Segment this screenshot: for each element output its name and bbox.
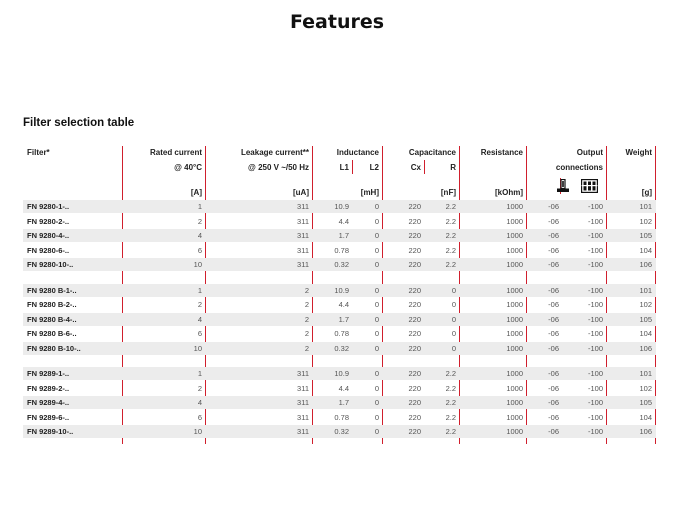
unit-weight: [g] — [641, 188, 652, 197]
cell-res: 1000 — [506, 260, 523, 269]
table-row — [23, 342, 656, 355]
cell-name: FN 9289-1-.. — [27, 369, 70, 378]
cell-weight: 101 — [639, 285, 652, 295]
cell-current: 10 — [193, 260, 202, 269]
cell-l1: 4.4 — [338, 300, 349, 309]
cell-o1: -06 — [548, 369, 559, 378]
cell-name: FN 9289-4-.. — [27, 398, 70, 407]
cell-l1: 1.7 — [338, 314, 349, 324]
cell-o2: -100 — [587, 369, 603, 378]
unit-capacitance: [nF] — [440, 188, 456, 197]
cell-weight: 106 — [639, 260, 652, 269]
cell-current: 10 — [193, 427, 202, 436]
cell-name: FN 9280-4-.. — [27, 231, 70, 240]
cell-o2: -100 — [587, 343, 603, 353]
unit-leakage-current: [uA] — [293, 188, 309, 197]
cell-r: 2.2 — [445, 427, 456, 436]
cell-o2: -100 — [587, 383, 603, 393]
cell-res: 1000 — [506, 427, 523, 436]
cell-weight: 106 — [639, 427, 652, 436]
cell-l1: 1.7 — [338, 231, 349, 240]
cell-weight: 104 — [639, 329, 652, 338]
cell-weight: 102 — [639, 300, 652, 309]
cell-cx: 220 — [408, 343, 421, 353]
cell-l1: 0.32 — [334, 343, 349, 353]
header-inductance: Inductance — [336, 148, 379, 157]
cell-leak: 311 — [297, 398, 309, 407]
cell-res: 1000 — [506, 383, 523, 393]
cell-o1: -06 — [548, 329, 559, 338]
terminal-block-icon — [556, 179, 570, 193]
header-leakage-condition: @ 250 V ~/50 Hz — [248, 163, 309, 172]
header-leakage-current: Leakage current** — [240, 148, 309, 157]
table-row — [23, 425, 656, 438]
cell-cx: 220 — [408, 216, 421, 226]
cell-o1: -06 — [548, 427, 559, 436]
cell-l2: 0 — [374, 260, 379, 269]
cell-cx: 220 — [408, 369, 421, 378]
cell-cx: 220 — [408, 260, 421, 269]
header-resistance: Resistance — [480, 148, 523, 157]
cell-r: 0 — [451, 329, 456, 338]
cell-leak: 311 — [297, 412, 309, 422]
cell-current: 4 — [197, 398, 202, 407]
cell-o1: -06 — [548, 231, 559, 240]
cell-leak: 311 — [297, 260, 309, 269]
cell-weight: 105 — [639, 314, 652, 324]
table-row — [23, 411, 656, 424]
cell-weight: 102 — [639, 216, 652, 226]
cell-name: FN 9280 B-2-.. — [27, 300, 77, 309]
header-cx: Cx — [410, 163, 421, 172]
cell-l2: 0 — [374, 369, 379, 378]
cell-current: 1 — [197, 202, 202, 211]
cell-name: FN 9280 B-4-.. — [27, 314, 77, 324]
cell-o2: -100 — [587, 231, 603, 240]
cell-l2: 0 — [374, 412, 379, 422]
cell-res: 1000 — [506, 398, 523, 407]
cell-o2: -100 — [587, 245, 603, 255]
cell-l2: 0 — [374, 300, 379, 309]
unit-resistance: [kOhm] — [495, 188, 523, 197]
cell-res: 1000 — [506, 216, 523, 226]
unit-inductance: [mH] — [360, 188, 379, 197]
cell-cx: 220 — [408, 329, 421, 338]
cell-l1: 0.78 — [334, 412, 349, 422]
cell-res: 1000 — [506, 343, 523, 353]
table-row — [23, 200, 656, 213]
cell-r: 2.2 — [445, 245, 456, 255]
filter-selection-table — [23, 146, 656, 444]
cell-weight: 101 — [639, 202, 652, 211]
table-row — [23, 382, 656, 395]
cell-current: 6 — [197, 329, 202, 338]
cell-cx: 220 — [408, 314, 421, 324]
cell-r: 2.2 — [445, 231, 456, 240]
cell-o2: -100 — [587, 300, 603, 309]
cell-res: 1000 — [506, 412, 523, 422]
cell-l2: 0 — [374, 398, 379, 407]
cell-current: 1 — [197, 285, 202, 295]
cell-leak: 311 — [297, 231, 309, 240]
cell-cx: 220 — [408, 231, 421, 240]
cell-name: FN 9280-2-.. — [27, 216, 70, 226]
cell-name: FN 9280 B-1-.. — [27, 285, 77, 295]
cell-weight: 104 — [639, 412, 652, 422]
cell-cx: 220 — [408, 412, 421, 422]
cell-cx: 220 — [408, 285, 421, 295]
cell-res: 1000 — [506, 314, 523, 324]
cell-l1: 4.4 — [338, 383, 349, 393]
cell-leak: 311 — [297, 427, 309, 436]
cell-leak: 311 — [297, 383, 309, 393]
cell-o2: -100 — [587, 398, 603, 407]
cell-res: 1000 — [506, 231, 523, 240]
cell-current: 1 — [197, 369, 202, 378]
cell-name: FN 9280 B-6-.. — [27, 329, 77, 338]
cell-l1: 0.32 — [334, 260, 349, 269]
cell-o1: -06 — [548, 398, 559, 407]
cell-l2: 0 — [374, 231, 379, 240]
cell-r: 0 — [451, 285, 456, 295]
cell-o1: -06 — [548, 412, 559, 422]
header-l2: L2 — [369, 163, 379, 172]
header-filter: Filter* — [27, 148, 50, 157]
cell-r: 2.2 — [445, 260, 456, 269]
cell-current: 10 — [193, 343, 202, 353]
cell-r: 2.2 — [445, 369, 456, 378]
multi-terminal-icon — [581, 179, 598, 193]
cell-l2: 0 — [374, 314, 379, 324]
cell-r: 0 — [451, 343, 456, 353]
cell-o2: -100 — [587, 427, 603, 436]
cell-cx: 220 — [408, 383, 421, 393]
cell-weight: 101 — [639, 369, 652, 378]
cell-o2: -100 — [587, 216, 603, 226]
header-capacitance: Capacitance — [408, 148, 456, 157]
cell-o2: -100 — [587, 314, 603, 324]
table-row — [23, 284, 656, 297]
cell-res: 1000 — [506, 285, 523, 295]
cell-current: 4 — [197, 231, 202, 240]
cell-name: FN 9289-10-.. — [27, 427, 74, 436]
cell-cx: 220 — [408, 398, 421, 407]
cell-o1: -06 — [548, 202, 559, 211]
cell-res: 1000 — [506, 329, 523, 338]
table-row — [23, 298, 656, 311]
header-output: Output — [576, 148, 603, 157]
header-rated-current: Rated current — [149, 148, 202, 157]
cell-current: 6 — [197, 245, 202, 255]
cell-o2: -100 — [587, 329, 603, 338]
cell-o1: -06 — [548, 300, 559, 309]
cell-l2: 0 — [374, 427, 379, 436]
cell-o1: -06 — [548, 285, 559, 295]
cell-l1: 10.9 — [334, 285, 349, 295]
table-row — [23, 367, 656, 380]
cell-leak: 311 — [297, 369, 309, 378]
cell-weight: 104 — [639, 245, 652, 255]
cell-l2: 0 — [374, 216, 379, 226]
table-row — [23, 244, 656, 257]
cell-weight: 105 — [639, 231, 652, 240]
cell-l1: 0.78 — [334, 329, 349, 338]
cell-cx: 220 — [408, 202, 421, 211]
cell-r: 0 — [451, 314, 456, 324]
cell-r: 2.2 — [445, 216, 456, 226]
unit-rated-current: [A] — [190, 188, 202, 197]
cell-weight: 106 — [639, 343, 652, 353]
header-r: R — [450, 163, 456, 172]
cell-current: 4 — [197, 314, 202, 324]
cell-name: FN 9280-10-.. — [27, 260, 74, 269]
cell-leak: 2 — [304, 329, 309, 338]
cell-l1: 10.9 — [334, 202, 349, 211]
cell-r: 0 — [451, 300, 456, 309]
cell-o1: -06 — [548, 245, 559, 255]
table-row — [23, 229, 656, 242]
cell-l1: 4.4 — [338, 216, 349, 226]
cell-name: FN 9280-6-.. — [27, 245, 70, 255]
cell-r: 2.2 — [445, 398, 456, 407]
cell-res: 1000 — [506, 369, 523, 378]
table-caption: Filter selection table — [23, 117, 135, 129]
cell-current: 2 — [197, 300, 202, 309]
cell-current: 2 — [197, 216, 202, 226]
cell-r: 2.2 — [445, 383, 456, 393]
cell-l1: 0.78 — [334, 245, 349, 255]
cell-current: 2 — [197, 383, 202, 393]
cell-leak: 2 — [304, 343, 309, 353]
cell-leak: 311 — [297, 216, 309, 226]
header-rated-current-condition: @ 40°C — [174, 163, 202, 172]
cell-l2: 0 — [374, 383, 379, 393]
cell-l2: 0 — [374, 285, 379, 295]
cell-leak: 2 — [304, 314, 309, 324]
table-row — [23, 313, 656, 326]
cell-weight: 105 — [639, 398, 652, 407]
cell-name: FN 9280 B-10-.. — [27, 343, 81, 353]
cell-r: 2.2 — [445, 202, 456, 211]
cell-o1: -06 — [548, 383, 559, 393]
table-row — [23, 258, 656, 271]
cell-leak: 311 — [297, 202, 309, 211]
cell-l1: 1.7 — [338, 398, 349, 407]
cell-cx: 220 — [408, 427, 421, 436]
page-title: Features — [289, 11, 385, 33]
cell-o2: -100 — [587, 412, 603, 422]
header-weight: Weight — [625, 148, 652, 157]
cell-weight: 102 — [639, 383, 652, 393]
cell-o2: -100 — [587, 285, 603, 295]
cell-l2: 0 — [374, 343, 379, 353]
header-l1: L1 — [339, 163, 349, 172]
cell-cx: 220 — [408, 300, 421, 309]
cell-res: 1000 — [506, 300, 523, 309]
header-output-connections: connections — [555, 163, 603, 172]
cell-name: FN 9289-6-.. — [27, 412, 70, 422]
cell-res: 1000 — [506, 202, 523, 211]
table-row — [23, 327, 656, 340]
cell-name: FN 9289-2-.. — [27, 383, 70, 393]
cell-l1: 0.32 — [334, 427, 349, 436]
cell-l2: 0 — [374, 329, 379, 338]
cell-o1: -06 — [548, 260, 559, 269]
cell-l2: 0 — [374, 245, 379, 255]
cell-leak: 2 — [304, 300, 309, 309]
cell-res: 1000 — [506, 245, 523, 255]
cell-current: 6 — [197, 412, 202, 422]
cell-leak: 2 — [304, 285, 309, 295]
table-row — [23, 396, 656, 409]
cell-o1: -06 — [548, 216, 559, 226]
table-row — [23, 215, 656, 228]
cell-o1: -06 — [548, 343, 559, 353]
cell-o2: -100 — [587, 202, 603, 211]
cell-leak: 311 — [297, 245, 309, 255]
cell-name: FN 9280-1-.. — [27, 202, 70, 211]
cell-o2: -100 — [587, 260, 603, 269]
cell-cx: 220 — [408, 245, 421, 255]
cell-r: 2.2 — [445, 412, 456, 422]
cell-l1: 10.9 — [334, 369, 349, 378]
cell-l2: 0 — [374, 202, 379, 211]
cell-o1: -06 — [548, 314, 559, 324]
